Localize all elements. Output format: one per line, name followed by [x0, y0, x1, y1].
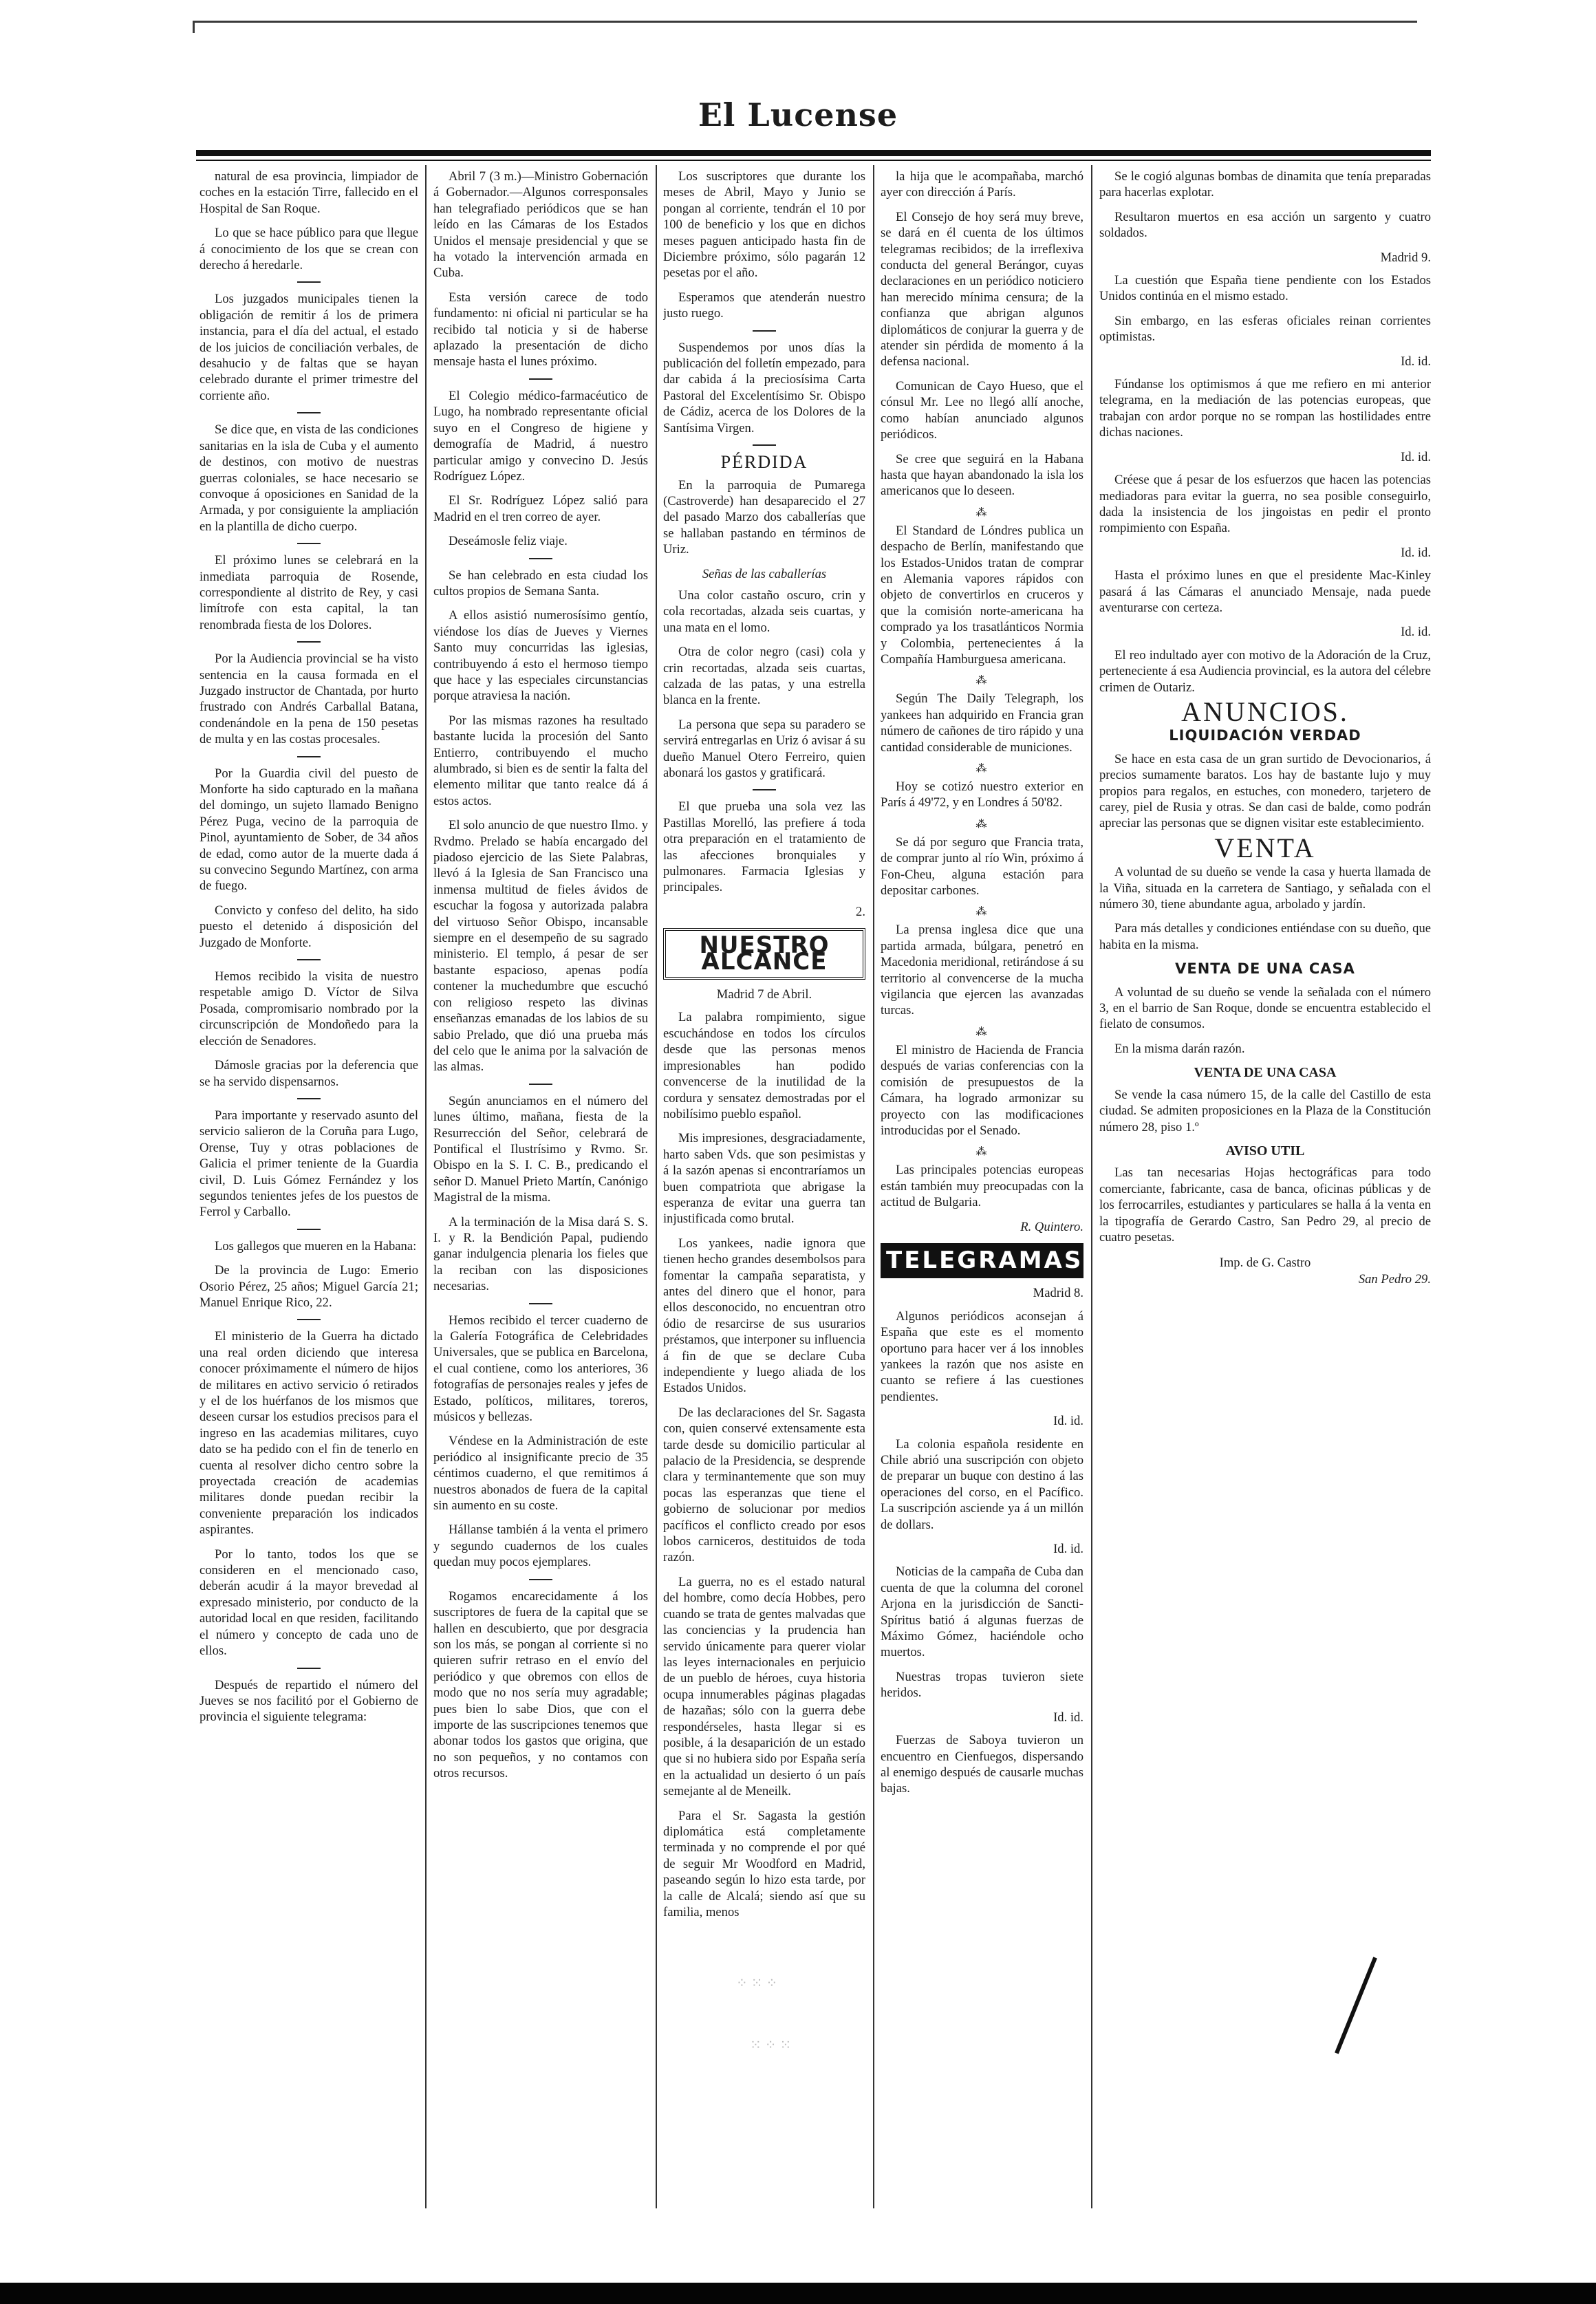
ad-heading: VENTA	[1214, 832, 1316, 863]
separator-rule	[297, 756, 321, 757]
paragraph: Comunican de Cayo Hueso, que el cónsul Mr. Lee no llegó allí anoche, como habían anunciado algunos periódicos.	[881, 378, 1083, 442]
asterism-separator: ⁂	[975, 1026, 989, 1038]
column-3	[663, 169, 865, 2040]
paragraph: Otra de color negro (casi) cola y crin recortadas, alzada seis cuartas, calzada de las patas, y una estrella blanca en la frente.	[663, 645, 865, 708]
asterism-separator: ⁂	[975, 1146, 989, 1159]
paragraph: Abril 7 (3 m.)—Ministro Gobernación á Gobernador.—Algunos corresponsales han telegrafiado periódicos que se han leído en las Cámaras de los Estados Unidos el mensaje presidencial y que se ha votado la intervención armada en Cuba.	[433, 169, 648, 281]
paragraph: Los gallegos que mueren en la Habana:	[215, 1238, 417, 1253]
dateline: Id. id.	[1401, 625, 1431, 640]
separator-rule	[297, 641, 321, 643]
paragraph: El que prueba una sola vez las Pastillas Morelló, las prefiere á toda otra preparación en el tratamiento de las afecciones bronquiales y pulmonares. Farmacia Iglesias y principales.	[663, 799, 865, 895]
separator-rule	[297, 543, 321, 544]
column-divider-3	[873, 165, 874, 2208]
paragraph: Después de repartido el número del Jueves se nos facilitó por el Gobierno de provincia el siguiente telegrama:	[200, 1677, 418, 1725]
paragraph: Hemos recibido el tercer cuaderno de la Galería Fotográfica de Celebridades Universales, que se publica en Barcelona, el cual contiene, como los anteriores, 36 fotografías de personajes reales y jefes de Estado, políticos, militares, toreros, músicos y bellezas.	[433, 1313, 648, 1425]
separator-rule	[529, 378, 552, 380]
paragraph: Esperamos que atenderán nuestro justo ruego.	[663, 290, 865, 321]
asterism-separator: ⁂	[975, 506, 989, 519]
paragraph: Para más detalles y condiciones entiéndase con su dueño, que habita en la misma.	[1099, 921, 1431, 952]
paragraph: En la misma darán razón.	[1114, 1041, 1245, 1056]
separator-rule	[529, 1084, 552, 1085]
paragraph: Algunos periódicos aconsejan á España que este es el momento oportuno para hacer ver á los innobles yankees la razón que nos asiste en cuanto se refiere á las cuestiones pendientes.	[881, 1309, 1083, 1404]
separator-rule	[297, 281, 321, 283]
paragraph: Se le cogió algunas bombas de dinamita que tenía preparadas para hacerlas explotar.	[1099, 169, 1431, 200]
column-2	[433, 169, 648, 2012]
column-divider-2	[656, 165, 657, 2208]
paragraph: Suspendemos por unos días la publicación del folletín empezado, para dar cabida á la preciosísima Carta Pastoral del Excelentísimo Sr. Obispo de Cádiz, acerca de los Dolores de la Santísima Virgen.	[663, 340, 865, 435]
dateline: Madrid 8.	[1033, 1286, 1083, 1301]
dateline: Madrid 9.	[1380, 250, 1431, 265]
paragraph: Dámosle gracias por la deferencia que se ha servido dispensarnos.	[200, 1058, 418, 1089]
paragraph: Se hace en esta casa de un gran surtido de Devocionarios, á precios sumamente baratos. Los hay de bastante lujo y muy propios para regalos, en estuches, con monedero, tarjetero de carey, piel de Rusia y otras. Se dan casi de balde, como podrán apreciar las personas que se dignen visitar este establecimiento.	[1099, 751, 1431, 831]
paragraph: Convicto y confeso del delito, ha sido puesto el detenido á disposición del Juzgado de Monforte.	[200, 903, 418, 950]
paragraph: Se dice que, en vista de las condiciones sanitarias en la isla de Cuba y el aumento de destinos, con motivo de nuestras guerras coloniales, se hace necesario se convoque á oposiciones en Sanidad de la Armada, y por consiguiente la ampliación en la plantilla de dicho cuerpo.	[200, 422, 418, 534]
paragraph: Según anunciamos en el número del lunes último, mañana, fiesta de la Resurrección del Señor, celebrará de Pontifical el Ilustrísimo y Rvmo. Sr. Obispo en la S. I. C. B., predicando el señor D. Manuel Prieto Martín, Canónigo Magistral de la misma.	[433, 1093, 648, 1205]
paragraph: El Colegio médico-farmacéutico de Lugo, ha nombrado representante oficial suyo en el Congreso de higiene y demografía de Madrid, á nuestro particular amigo y convecino D. Jesús Rodríguez López.	[433, 388, 648, 484]
column-4	[881, 169, 1083, 2040]
paragraph: A ellos asistió numerosísimo gentío, viéndose los días de Jueves y Viernes Santo muy concurridas las iglesias, contribuyendo á esto el hermoso tiempo que hace y las especiales circunstancias porque atraviesa la nación.	[433, 608, 648, 704]
paragraph: Esta versión carece de todo fundamento: ni oficial ni particular se ha recibido tal noticia y si de haberse aplazado la presentación de dicho mensaje hasta el lunes próximo.	[433, 290, 648, 369]
faint-scribble: ⁘ ⁙ ⁘	[736, 1976, 778, 1991]
dateline: Id. id.	[1401, 449, 1431, 464]
column-5	[1099, 169, 1431, 2026]
separator-rule	[297, 1319, 321, 1320]
paragraph: La cuestión que España tiene pendiente con los Estados Unidos continúa en el mismo estado.	[1099, 273, 1431, 304]
column-divider-1	[425, 165, 427, 2208]
dateline: 2.	[856, 904, 865, 919]
column-1	[200, 169, 418, 2040]
paragraph: Fúndanse los optimismos á que me refiero en mi anterior telegrama, en la mediación de las potencias europeas, que trabajan con ardor porque no se rompan las hostilidades entre dichas naciones.	[1099, 377, 1431, 440]
paragraph: Se vende la casa número 15, de la calle del Castillo de esta ciudad. Se admiten proposiciones en la Plaza de la Constitución número 28, piso 1.º	[1099, 1087, 1431, 1134]
column-divider-4	[1091, 165, 1092, 2208]
paragraph: la hija que le acompañaba, marchó ayer con dirección á París.	[881, 169, 1083, 200]
paragraph: Por la Guardia civil del puesto de Monforte ha sido capturado en la mañana del domingo, un sujeto llamado Benigno Pérez Puga, vecino de la parroquia de Pinol, ayuntamiento de Sober, de 34 años de edad, como autor de la muerte dada á su convecino Segundo Martínez, con arma de fuego.	[200, 766, 418, 894]
paragraph: Véndese en la Administración de este periódico al insignificante precio de 35 céntimos cuaderno, el que remitimos á nuestros abonados de fuera de la capital sin aumento en su coste.	[433, 1434, 648, 1514]
paragraph: De la provincia de Lugo: Emerio Osorio Pérez, 25 años; Miguel García 21; Manuel Enrique Rico, 22.	[200, 1263, 418, 1310]
ad-title: VENTA DE UNA CASA	[1175, 960, 1355, 978]
asterism-separator: ⁂	[975, 906, 989, 918]
paragraph: Los suscriptores que durante los meses de Abril, Mayo y Junio se pongan al corriente, tendrán el 10 por 100 de beneficio y los que en dichos meses paguen anticipado hasta fin de Diciembre próximo, sólo pagarán 12 pesetas por el año.	[663, 169, 865, 281]
asterism-separator: ⁂	[975, 763, 989, 775]
page-edge-mark	[193, 21, 195, 33]
separator-rule	[753, 330, 776, 332]
paragraph: A la terminación de la Misa dará S. S. I. y R. la Bendición Papal, pudiendo ganar indulgencia plenaria los fieles que la reciban con las disposiciones necesarias.	[433, 1214, 648, 1294]
page-edge-top	[193, 21, 1417, 23]
paragraph: A voluntad de su dueño se vende la casa y huerta llamada de la Viña, situada en la carretera de Santiago, y señalada con el número 30, tiene abundante agua, arbolado y jardín.	[1099, 865, 1431, 912]
paragraph: Resultaron muertos en esa acción un sargento y cuatro soldados.	[1099, 209, 1431, 241]
paragraph: Nuestras tropas tuvieron siete heridos.	[881, 1669, 1083, 1701]
paragraph: De las declaraciones del Sr. Sagasta con, quien conservé extensamente esta tarde desde su domicilio particular al palacio de la Presidencia, se desprende clara y terminantemente que son muy pocas las esperanzas que tiene el gobierno de solucionar por medios pacíficos el conflicto creado por esos lobos carniceros, destituidos de toda razón.	[663, 1405, 865, 1565]
paragraph: El Consejo de hoy será muy breve, se dará en él cuenta de los últimos telegramas recibidos; de la irreflexiva conducta del general Berángor, cuyas declaraciones en un periódico noticiero han merecido mínima censura; de la confianza que abrigan algunos diplomáticos de conjurar la guerra y de atender sin pérdida de momento á la defensa nacional.	[881, 209, 1083, 369]
dateline: Id. id.	[1053, 1542, 1083, 1557]
paragraph: Según The Daily Telegraph, los yankees han adquirido en Francia gran número de cañones de tiro rápido y una cantidad considerable de municiones.	[881, 691, 1083, 755]
section-heading: PÉRDIDA	[720, 452, 808, 473]
ad-title: LIQUIDACIÓN VERDAD	[1169, 727, 1361, 744]
separator-rule	[529, 1303, 552, 1304]
paragraph: Por la Audiencia provincial se ha visto sentencia en la causa formada en el Juzgado instructor de Chantada, por hurto frustrado con Andrés Carballal Batana, condenándole en la pena de 150 pesetas de multa y en las costas procesales.	[200, 652, 418, 747]
paragraph: La palabra rompimiento, sigue escuchándose en todos los círculos desde que las personas menos impresionables han podido convencerse de la inutilidad de la cordura y sensatez demostradas por el nobilísimo pueblo español.	[663, 1010, 865, 1121]
section-banner: TELEGRAMAS	[881, 1243, 1083, 1278]
paragraph: Para importante y reservado asunto del servicio salieron de la Coruña para Lugo, Orense, Tuy y otras poblaciones de Galicia el primer teniente de la Guardia civil, D. Luis Gómez Fernández y los segundos tenientes jefes de los puestos de Ferrol y Carballo.	[200, 1108, 418, 1220]
paragraph: La guerra, no es el estado natural del hombre, como decía Hobbes, pero cuando se trata de gentes malvadas que las conciencias y la prudencia han servido únicamente para querer violar las leyes internacionales en perjuicio de un pueblo de héroes, cuya historia ocupa innumerables páginas plagadas de hazañas; sólo con la guerra debe respondérseles, hasta llegar si es posible, á la desaparición de un estado que si no hubiera sido por España sería en la actualidad un desierto ó un país semejante al de Meneilk.	[663, 1574, 865, 1799]
paragraph: Noticias de la campaña de Cuba dan cuenta de que la columna del coronel Arjona en la jurisdicción de Sancti-Spíritus batió á algunas fuerzas de Máximo Gómez, haciéndole ocho muertos.	[881, 1564, 1083, 1660]
separator-rule	[297, 959, 321, 960]
paragraph: El solo anuncio de que nuestro Ilmo. y Rvdmo. Prelado se había encargado del piadoso ejercicio de las Siete Palabras, llevó á la Iglesia de San Francisco una inmensa multitud de fieles ávidos de escuchar la fogosa y autorizada palabra del virtuoso Señor Obispo, incansable siempre en el desempeño de su sagrado ministerio. El templo, á pesar de ser bastante espacioso, apenas podía contener la muchedumbre que escuchó con religioso respeto las divinas enseñanzas emanadas de los labios de su sabio Prelado, que dió una prueba más del celo que le anima por la salvación de las almas.	[433, 818, 648, 1075]
masthead-rule-thin	[196, 160, 1431, 161]
paragraph: Deseámosle feliz viaje.	[449, 534, 568, 549]
dateline: Id. id.	[1401, 354, 1431, 369]
imprint: Imp. de G. Castro	[1219, 1256, 1311, 1271]
dateline: Id. id.	[1053, 1414, 1083, 1429]
separator-rule	[297, 412, 321, 413]
banner-dateline: Madrid 7 de Abril.	[716, 987, 812, 1002]
faint-scribble: ⁙ ⁘ ⁙	[750, 2038, 792, 2053]
masthead-rule-thick	[196, 150, 1431, 156]
page-edge-bottom	[0, 2283, 1596, 2304]
signature: R. Quintero.	[1020, 1219, 1083, 1234]
paragraph: Hállanse también á la venta el primero y segundo cuadernos de los cuales quedan muy pocos ejemplares.	[433, 1522, 648, 1570]
paragraph: Las principales potencias europeas están también muy preocupadas con la actitud de Bulgaria.	[881, 1163, 1083, 1210]
paragraph: La prensa inglesa dice que una partida armada, búlgara, penetró en Macedonia meridional, retirándose á su territorio al convencerse de la mucha vigilancia que ejercen las avanzadas turcas.	[881, 923, 1083, 1018]
paragraph: Fuerzas de Saboya tuvieron un encuentro en Cienfuegos, dispersando al enemigo después de causarle muchas bajas.	[881, 1733, 1083, 1796]
paragraph: La persona que sepa su paradero se servirá entregarlas en Uriz ó avisar á su dueño Manuel Otero Ferreiro, quien abonará los gastos y gratificará.	[663, 717, 865, 780]
paragraph: Se han celebrado en esta ciudad los cultos propios de Semana Santa.	[433, 568, 648, 599]
separator-rule	[753, 444, 776, 446]
paragraph: Se cree que seguirá en la Habana hasta que hayan abandonado la isla los americanos que lo deseen.	[881, 451, 1083, 499]
paragraph: El Sr. Rodríguez López salió para Madrid en el tren correo de ayer.	[433, 493, 648, 524]
paragraph: Hasta el próximo lunes en que el presidente Mac-Kinley pasará á las Cámaras el anunciado Mensaje, nada puede aventurarse con certeza.	[1099, 568, 1431, 615]
ad-title: AVISO UTIL	[1225, 1143, 1305, 1159]
paragraph: Una color castaño oscuro, crin y cola recortadas, alzada seis cuartas, y una mata en el lomo.	[663, 588, 865, 635]
paragraph: A voluntad de su dueño se vende la señalada con el número 3, en el barrio de San Roque, donde se encuentra establecido el fielato de consumos.	[1099, 984, 1431, 1032]
ads-heading: ANUNCIOS.	[1181, 696, 1349, 727]
paragraph: Mis impresiones, desgraciadamente, harto saben Vds. que son pesimistas y á la sazón apenas si encontraríamos un buen compatriota que abrigase la esperanza de evitar una guerra tan injustificada como brutal.	[663, 1131, 865, 1227]
paragraph: Por lo tanto, todos los que se consideren en el mencionado caso, deberán acudir á la mayor brevedad al expresado ministerio, por conducto de la autoridad local en que residen, facilitando el número y concepto de cada uno de ellos.	[200, 1547, 418, 1659]
paragraph: Para el Sr. Sagasta la gestión diplomática está completamente terminada y no comprende el por qué de seguir Mr Woodford en Madrid, paseando según lo hizo esta tarde, por la calle de Alcalá; siendo así que su familia, menos	[663, 1808, 865, 1919]
section-subheading: Señas de las caballerías	[702, 566, 827, 581]
paragraph: El próximo lunes se celebrará en la inmediata parroquia de Rosende, correspondiente al distrito de Rey, y casi limítrofe con esta capital, la tan renombrada fiesta de los Dolores.	[200, 553, 418, 632]
paragraph: El ministerio de la Guerra ha dictado una real orden diciendo que interesa conocer próximamente el número de hijos de militares en activo servicio ó retirados y el de los huérfanos de los mismos que deseen cursar los estudios precisos para el ingreso en las academias militares, cuyo dato se ha pedido con el fin de tenerlo en cuenta al resolver dicho centro sobre la proyectada creación de academias militares donde puedan recibir la conveniente preparación los indicados aspirantes.	[200, 1329, 418, 1538]
asterism-separator: ⁂	[975, 675, 989, 687]
dateline: Id. id.	[1401, 545, 1431, 560]
paragraph: Lo que se hace público para que llegue á conocimiento de los que se crean con derecho á heredarle.	[200, 226, 418, 273]
imprint-address: San Pedro 29.	[1358, 1271, 1431, 1286]
paragraph: Se dá por seguro que Francia trata, de comprar junto al río Win, próximo á Fon-Cheu, alguna estación para depositar carbones.	[881, 835, 1083, 898]
asterism-separator: ⁂	[975, 818, 989, 830]
separator-rule	[297, 1229, 321, 1230]
masthead-title: El Lucense	[698, 96, 898, 133]
paragraph: Hoy se cotizó nuestro exterior en París á 49'72, y en Londres á 50'82.	[881, 779, 1083, 810]
separator-rule	[753, 789, 776, 790]
dateline: Id. id.	[1053, 1710, 1083, 1725]
separator-rule	[297, 1668, 321, 1669]
paragraph: Hemos recibido la visita de nuestro respetable amigo D. Víctor de Silva Posada, compromisario nombrado por la circunscripción de Mondoñedo para la elección de Senadores.	[200, 969, 418, 1048]
paragraph: Créese que á pesar de los esfuerzos que hacen las potencias mediadoras para evitar la guerra, no sea posible conseguirlo, dada la insistencia de los jingoistas en pedir el pronto rompimiento con España.	[1099, 473, 1431, 536]
separator-rule	[529, 1579, 552, 1580]
paragraph: natural de esa provincia, limpiador de coches en la estación Tirre, fallecido en el Hospital de San Roque.	[200, 169, 418, 216]
ad-title: VENTA DE UNA CASA	[1194, 1065, 1337, 1081]
separator-rule	[297, 1098, 321, 1099]
section-banner: NUESTRO ALCANCE	[663, 928, 865, 980]
paragraph: Los yankees, nadie ignora que tienen hecho grandes desembolsos para fomentar la campaña separatista, y antes del dinero que el honor, para ellos desconocido, no encuentran otro ódio de resarcirse de sus usurarios préstamos, que interponer su influencia á fin de que se declare Cuba independiente y luego aliada de los Estados Unidos.	[663, 1236, 865, 1396]
paragraph: En la parroquia de Pumarega (Castroverde) han desaparecido el 27 del pasado Marzo dos caballerías que se hallaban pastando en términos de Uriz.	[663, 477, 865, 557]
separator-rule	[529, 558, 552, 559]
paragraph: Las tan necesarias Hojas hectográficas para todo comerciante, fabricante, casa de banca, oficinas públicas y de los ferrocarriles, estudiantes y particulares se halla á la venta en la tipografía de Gerardo Castro, San Pedro 29, al precio de cuatro pesetas.	[1099, 1165, 1431, 1245]
paragraph: El Standard de Lóndres publica un despacho de Berlín, manifestando que los Estados-Unidos tratan de comprar en Alemania vapores rápidos con objeto de convertirlos en cruceros y que la comisión norte-americana ha comprado ya los trasatlánticos Normia y Colombia, pertenecientes á la Compañía Hamburguesa americana.	[881, 523, 1083, 667]
paragraph: El reo indultado ayer con motivo de la Adoración de la Cruz, perteneciente á esa Audiencia provincial, es la autora del célebre crimen de Outariz.	[1099, 647, 1431, 695]
paragraph: Sin embargo, en las esferas oficiales reinan corrientes optimistas.	[1099, 313, 1431, 345]
paragraph: Los juzgados municipales tienen la obligación de remitir á los de primera instancia, para el día del actual, el estado de los juicios de conciliación verbales, de desahucio y de faltas que se hayan celebrado durante el primer trimestre del corriente año.	[200, 292, 418, 403]
paragraph: La colonia española residente en Chile abrió una suscripción con objeto de preparar un buque con destino á las operaciones del corso, en el Pacífico. La suscripción asciende ya á un millón de dollars.	[881, 1436, 1083, 1532]
paragraph: Rogamos encarecidamente á los suscriptores de fuera de la capital que se hallen en descubierto, que por desgracia son los más, se pongan al corriente si no quieren sufrir retraso en el envío del periódico y que obremos con ellos de modo que no nos sería muy agradable; pues bien lo sabe Dios, que con el importe de las suscripciones tenemos que abonar todos los gastos que origina, que no son pequeños, y no contamos con otros recursos.	[433, 1589, 648, 1781]
paragraph: Por las mismas razones ha resultado bastante lucida la procesión del Santo Entierro, contribuyendo el mucho alumbrado, si bien es de sentir la falta del elemento militar que tanto realce dá á estos actos.	[433, 713, 648, 808]
paragraph: El ministro de Hacienda de Francia después de varias conferencias con la comisión de presupuestos de la Cámara, ha logrado armonizar su proyecto con las modificaciones introducidas por el Senado.	[881, 1042, 1083, 1138]
